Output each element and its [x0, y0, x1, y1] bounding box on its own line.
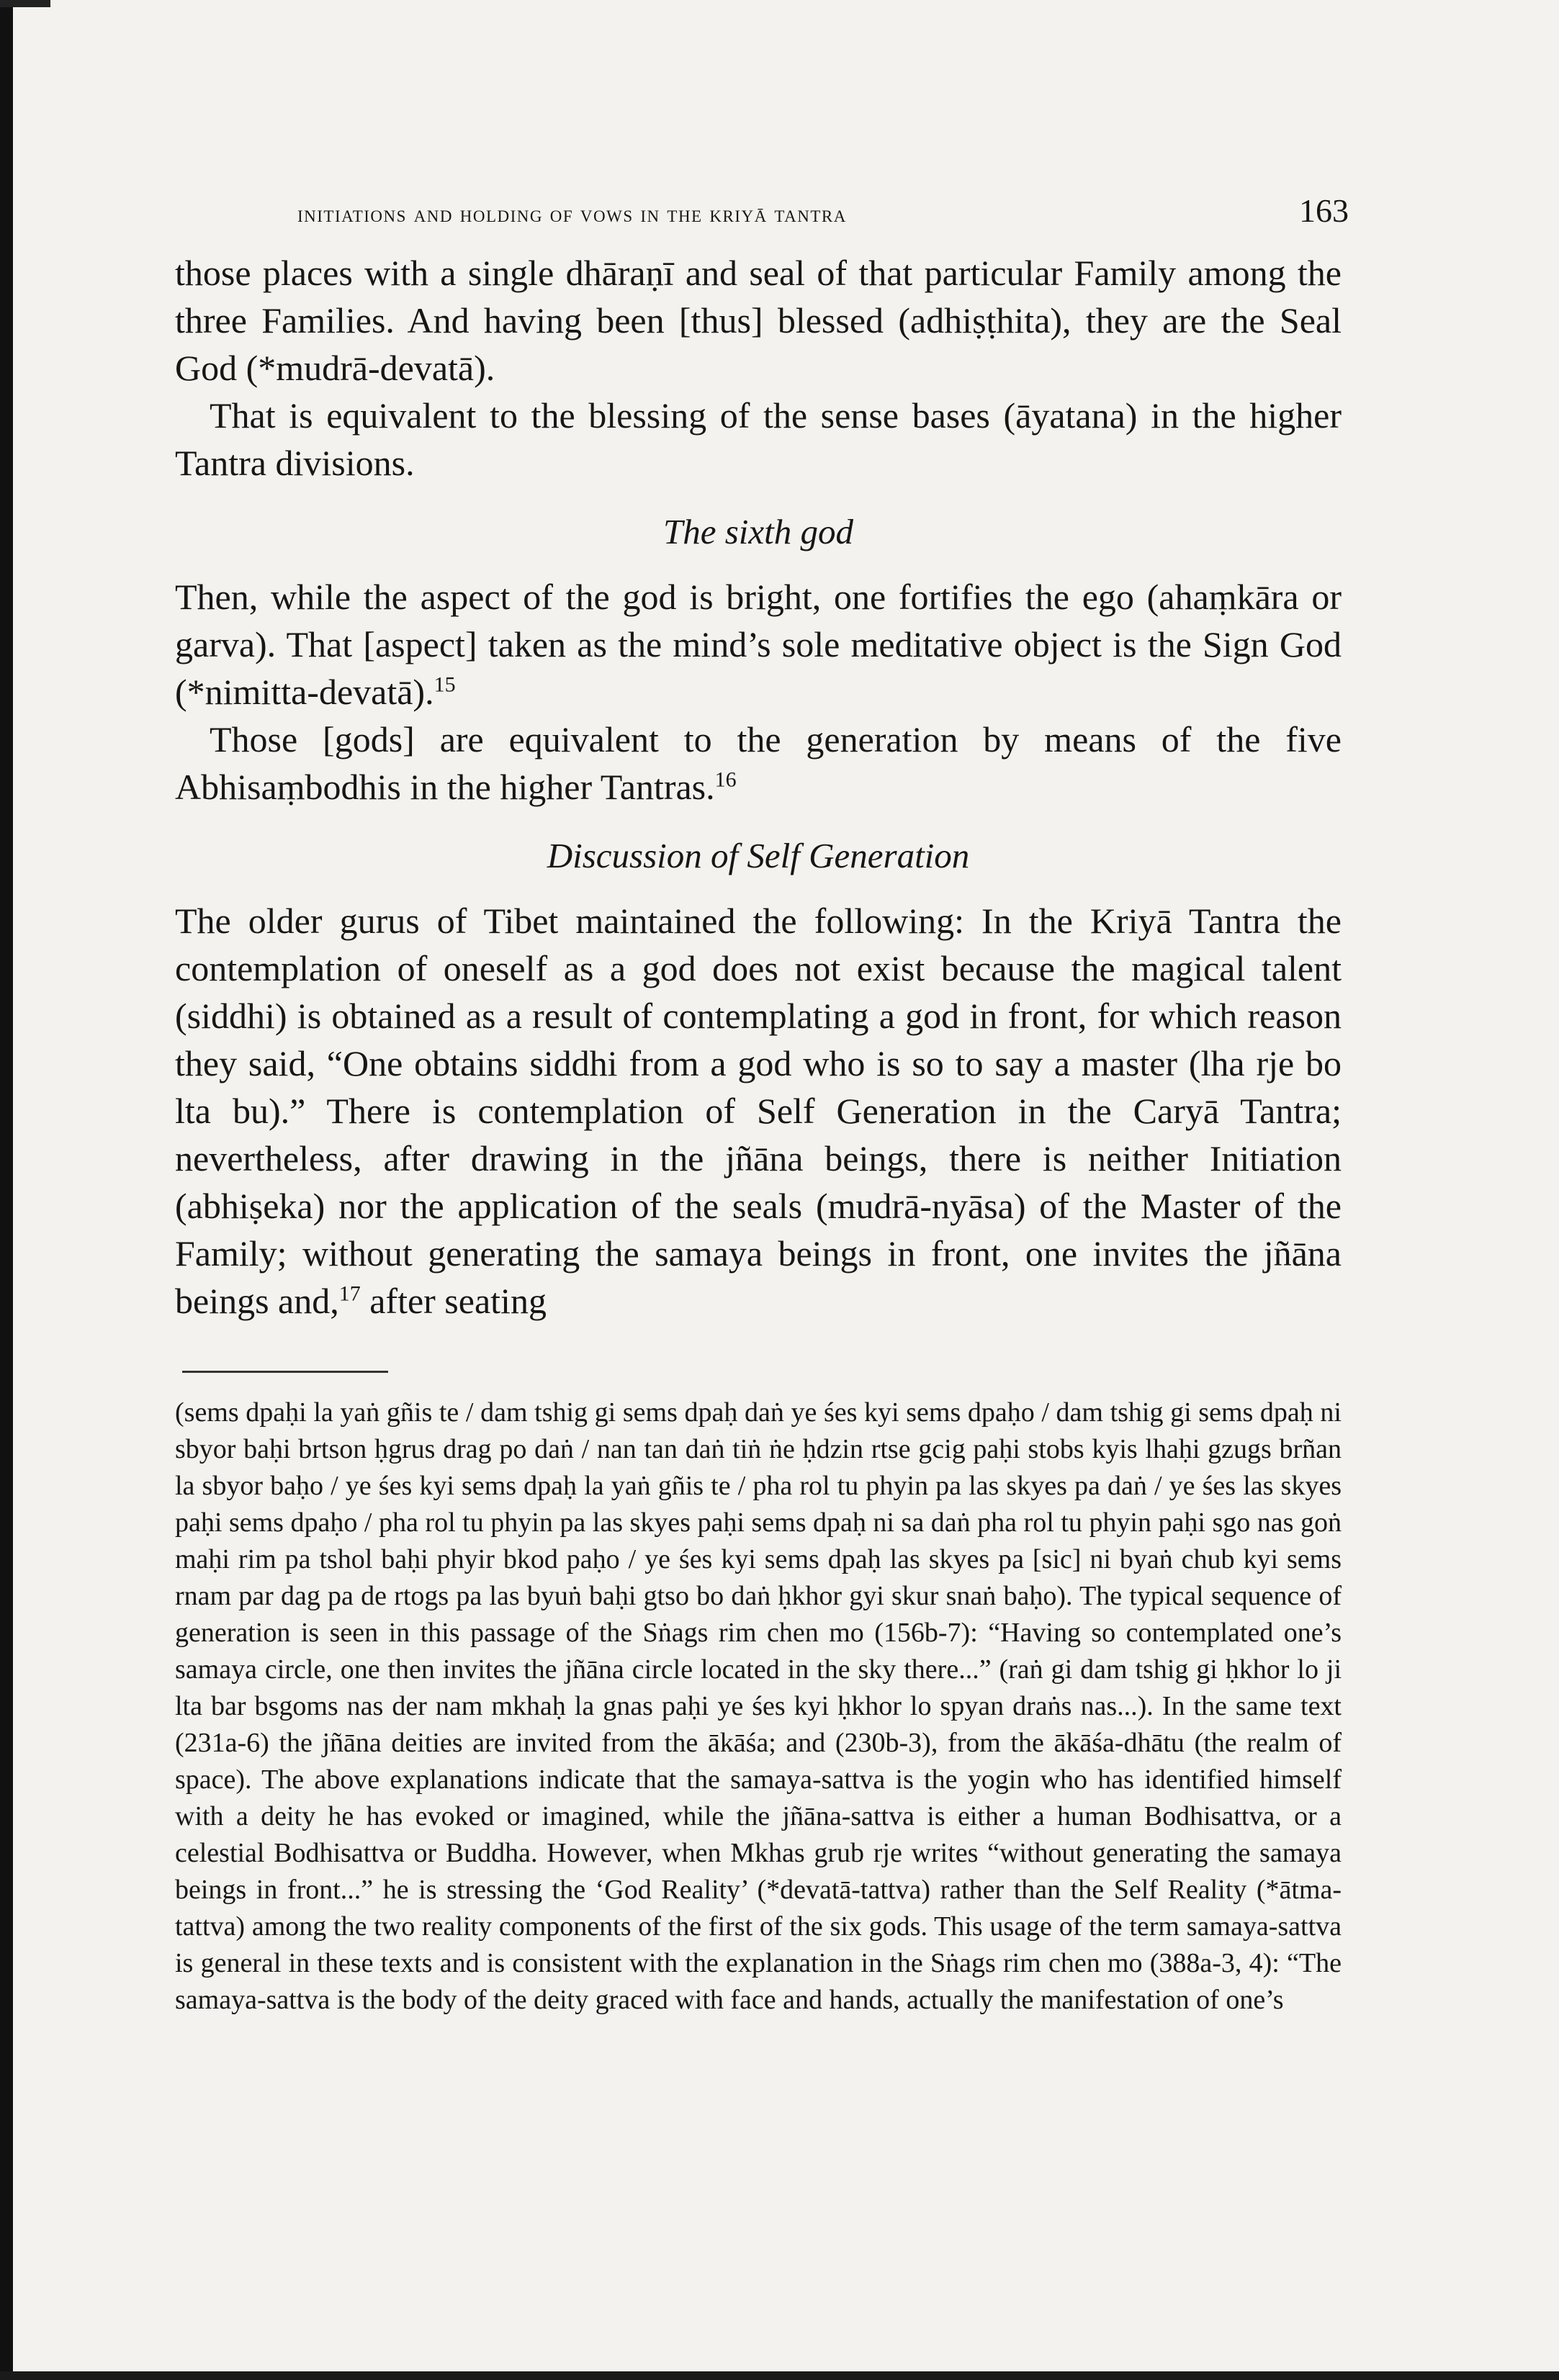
footnote-rule — [182, 1371, 388, 1373]
paragraph-3-text: Then, while the aspect of the god is bright, one fortifies the ego (ahaṃkāra or garva). That [aspect] taken as the mind’s sole meditative object is the Sign God (*nimitta-devatā). — [175, 577, 1342, 712]
paragraph-5 — [175, 897, 1342, 1325]
footnote-ref-16[interactable]: 16 — [714, 767, 737, 792]
page-number: 163 — [1299, 192, 1349, 229]
scan-edge — [0, 0, 13, 2380]
paragraph-5-text-b: after seating — [360, 1281, 547, 1321]
paragraph-3 — [175, 573, 1342, 716]
main-text — [175, 249, 1342, 1325]
book-page — [175, 180, 1349, 2019]
section-heading-sixth-god: The sixth god — [662, 512, 854, 551]
paragraph-2: That is equivalent to the blessing of the sense bases (āyatana) in the higher Tantra divisions. — [175, 395, 1342, 483]
running-title — [297, 202, 847, 228]
footnote-ref-15[interactable]: 15 — [433, 672, 456, 697]
running-title-text: initiations and holding of vows in the kriyā tantra — [297, 202, 847, 227]
footnotes — [175, 1394, 1342, 2019]
running-head — [175, 180, 1349, 238]
scan-edge-bottom — [0, 2371, 1559, 2380]
paragraph-4-text: Those [gods] are equivalent to the generation by means of the five Abhisaṃbodhis in the higher Tantras. — [175, 719, 1342, 807]
section-heading-self-generation: Discussion of Self Generation — [547, 836, 970, 875]
paragraph-1: those places with a single dhāraṇī and seal of that particular Family among the three Families. And having been [thus] blessed (adhiṣṭhita), they are the Seal God (*mudrā-devatā). — [175, 253, 1342, 388]
paragraph-4 — [175, 716, 1342, 811]
paragraph-5-text-a: The older gurus of Tibet maintained the following: In the Kriyā Tantra the contemplation of oneself as a god does not exist because the magical talent (siddhi) is obtained as a result of contemplating a god in front, for which reason they said, “One obtains siddhi from a god who is so to say a master (lha rje bo lta bu).” There is contemplation of Self Generation in the Caryā Tantra; nevertheless, after drawing in the jñāna beings, there is neither Initiation (abhiṣeka) nor the application of the seals (mudrā-nyāsa) of the Master of the Family; without generating the samaya beings in front, one invites the jñāna beings and, — [175, 901, 1342, 1321]
scan-edge-top — [0, 0, 50, 7]
footnote-ref-17[interactable]: 17 — [338, 1281, 361, 1306]
footnote-continuation: (sems dpaḥi la yaṅ gñis te / dam tshig gi sems dpaḥ daṅ ye śes kyi sems dpaḥo / dam tshig gi sems dpaḥ ni sbyor baḥi brtson ḥgrus drag po daṅ / nan tan daṅ tiṅ ṅe ḥdzin rtse gcig paḥi stobs kyis lhaḥi gzugs brñan la sbyor baḥo / ye śes kyi sems dpaḥ la yaṅ gñis te / pha rol tu phyin pa las skyes pa daṅ / ye śes las skyes paḥi sems dpaḥo / pha rol tu phyin pa las skyes paḥi sems dpaḥ ni sa daṅ pha rol tu phyin paḥi sgo nas goṅ maḥi rim pa tshol baḥi phyir bkod paḥo / ye śes kyi sems dpaḥ las skyes pa [sic] ni byaṅ chub kyi sems rnam par dag pa de rtogs pa las byuṅ baḥi gtso bo daṅ ḥkhor gyi skur snaṅ baḥo). The typical sequence of generation is seen in this passage of the Sṅags rim chen mo (156b-7): “Having so contemplated one’s samaya circle, one then invites the jñāna circle located in the sky there...” (raṅ gi dam tshig gi ḥkhor lo ji lta bar bsgoms nas der nam mkhaḥ la gnas paḥi ye śes kyi ḥkhor lo spyan draṅs nas...). In the same text (231a-6) the jñāna deities are invited from the ākāśa; and (230b-3), from the ākāśa-dhātu (the realm of space). The above explanations indicate that the samaya-sattva is the yogin who has identified himself with a deity he has evoked or imagined, while the jñāna-sattva is either a human Bodhisattva, or a celestial Bodhisattva or Buddha. However, when Mkhas grub rje writes “without generating the samaya beings in front...” he is stressing the ‘God Reality’ (*devatā-tattva) rather than the Self Reality (*ātma-tattva) among the two reality components of the first of the six gods. This usage of the term samaya-sattva is general in these texts and is consistent with the explanation in the Sṅags rim chen mo (388a-3, 4): “The samaya-sattva is the body of the deity graced with face and hands, actually the manifestation of one’s — [175, 1397, 1342, 2015]
